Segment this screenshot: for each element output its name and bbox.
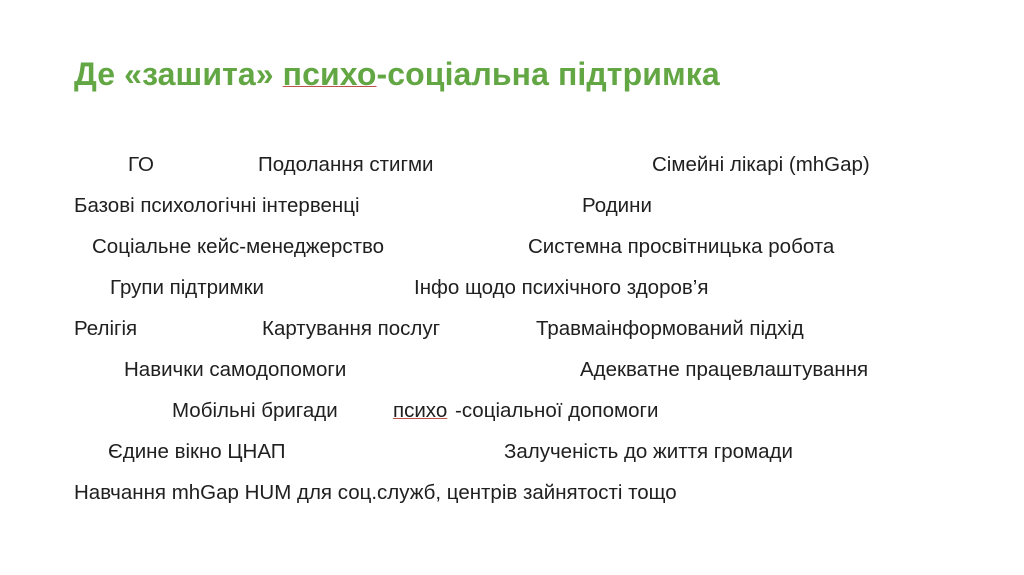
body-text: Соціальне кейс-менеджерство: [92, 235, 385, 258]
body-line: [0, 273, 1024, 314]
body-text: Залученість до життя громади: [504, 440, 793, 463]
body-text: Інфо щодо психічного здоров’я: [414, 276, 709, 299]
body-text: Єдине вікно ЦНАП: [108, 440, 286, 463]
body-text: Сімейні лікарі (mhGap): [652, 153, 870, 176]
body-line: [0, 478, 1024, 519]
body-line: [0, 232, 1024, 273]
title-segment-3: -соціальна підтримка: [376, 56, 720, 92]
body-line: [0, 355, 1024, 396]
body-line: [0, 396, 1024, 437]
body-text: Групи підтримки: [110, 276, 264, 299]
page-title: [74, 56, 954, 93]
title-segment-1: Де «зашита»: [74, 56, 283, 92]
body-text: Релігія: [74, 317, 138, 340]
body-line: [0, 437, 1024, 478]
body-text: Навички самодопомоги: [124, 358, 347, 381]
slide-body: [0, 150, 1024, 519]
body-text: ГО: [128, 153, 154, 176]
body-text: Родини: [582, 194, 652, 217]
body-text: -соціальної допомоги: [455, 399, 659, 422]
body-text: Травмаінформований підхід: [536, 317, 804, 340]
body-text: Навчання mhGap HUM для соц.служб, центрів зайнятості тощо: [74, 481, 677, 504]
body-text: Картування послуг: [262, 317, 441, 340]
body-text-underlined: психо: [393, 399, 448, 422]
title-segment-2: психо: [282, 56, 377, 92]
body-text: Системна просвітницька робота: [528, 235, 835, 258]
body-text: Базові психологічні інтервенці: [74, 194, 360, 217]
body-text: Мобільні бригади: [172, 399, 338, 422]
body-text: Адекватне працевлаштування: [580, 358, 869, 381]
body-line: [0, 314, 1024, 355]
body-text: Подолання стигми: [258, 153, 434, 176]
body-line: [0, 150, 1024, 191]
body-line: [0, 191, 1024, 232]
